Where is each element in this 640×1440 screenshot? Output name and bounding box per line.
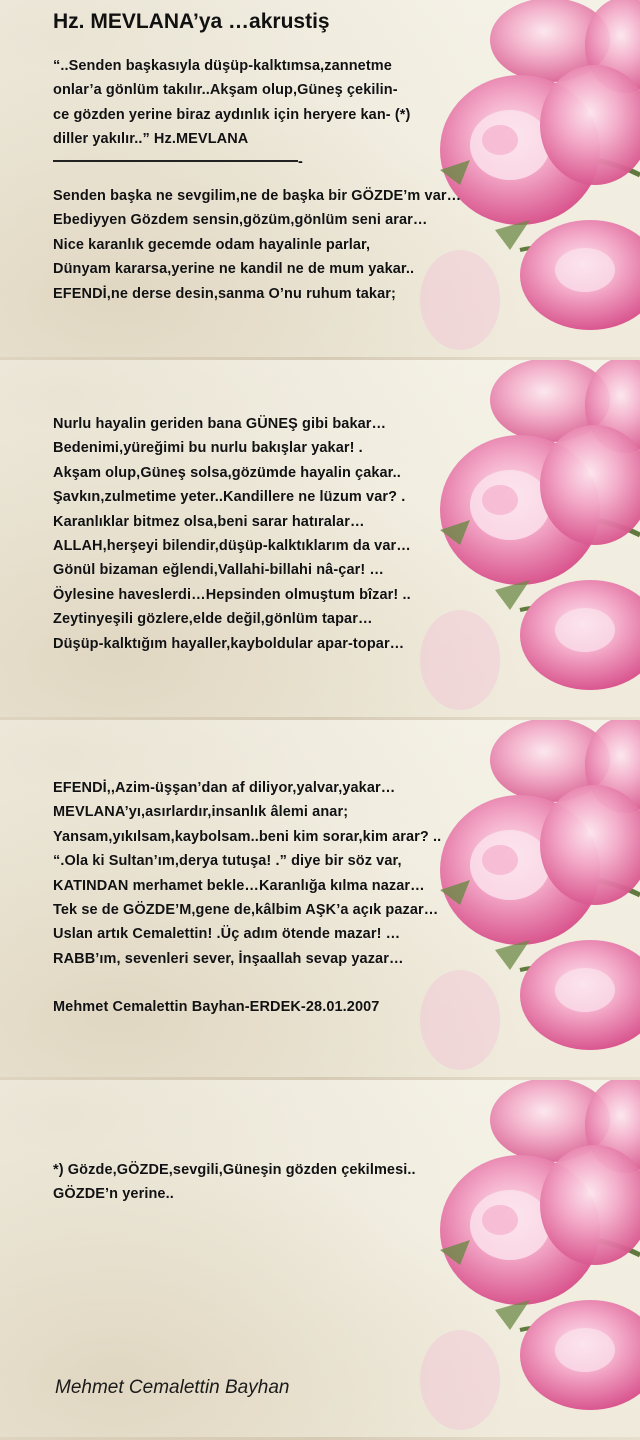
poem-title: Hz. MEVLANA’ya …akrustiş [53, 10, 330, 33]
verse-line: MEVLANA’yı,asırlardır,insanlık âlemi anar; [53, 804, 349, 821]
verse-line: Yansam,yıkılsam,kaybolsam..beni kim sorar,kim arar? .. [53, 828, 442, 845]
verse-line: Nice karanlık gecemde odam hayalinle parlar, [53, 236, 371, 253]
footnote-line: *) Gözde,GÖZDE,sevgili,Güneşin gözden çekilmesi.. [53, 1162, 416, 1178]
verse-line: Şavkın,zulmetime yeter..Kandillere ne lüzum var? . [53, 489, 406, 506]
epigraph-line: ce gözden yerine biraz aydınlık için heryere kan- (*) [53, 106, 411, 123]
verse-line: Dünyam kararsa,yerine ne kandil ne de mum yakar.. [53, 261, 415, 278]
epigraph-line: diller yakılır..” Hz.MEVLANA [53, 131, 249, 148]
verse-line: Nurlu hayalin geriden bana GÜNEŞ gibi bakar… [53, 416, 387, 432]
verse-line: Öylesine haveslerdi…Hepsinden olmuştum bîzar! .. [53, 586, 411, 603]
stanza-1 [53, 184, 633, 306]
verse-line: KATINDAN merhamet bekle…Karanlığa kılma nazar… [53, 877, 425, 894]
verse-line: Bedenimi,yüreğimi bu nurlu bakışlar yakar! . [53, 440, 363, 457]
footnote-line: GÖZDE’n yerine.. [53, 1186, 174, 1203]
verse-line: ALLAH,herşeyi bilendir,düşüp-kalktıklarım da var… [53, 538, 411, 555]
rose-bouquet-image [400, 1080, 640, 1440]
verse-line: Gönül bizaman eğlendi,Vallahi-billahi nâ-çar! … [53, 562, 385, 579]
author-dateline: Mehmet Cemalettin Bayhan-ERDEK-28.01.2007 [53, 999, 380, 1016]
verse-line: Düşüp-kalktığım hayaller,kayboldular apar-topar… [53, 635, 405, 652]
verse-line: Senden başka ne sevgilim,ne de başka bir GÖZDE’m var… [53, 188, 462, 204]
rule-tail: - [298, 153, 303, 170]
separator-rule [53, 152, 633, 176]
verse-line: Akşam olup,Güneş solsa,gözümde hayalin çakar.. [53, 464, 401, 481]
panel-1 [0, 0, 640, 360]
epigraph [53, 54, 633, 176]
stanza-3 [53, 776, 633, 1020]
verse-line: Karanlıklar bitmez olsa,beni sarar hatıralar… [53, 513, 365, 530]
verse-line: Tek se de GÖZDE’M,gene de,kâlbim AŞK’a açık pazar… [53, 902, 439, 919]
verse-line: EFENDİ,ne derse desin,sanma O’nu ruhum takar; [53, 285, 396, 302]
epigraph-line: onlar’a gönlüm takılır..Akşam olup,Güneş çekilin- [53, 82, 398, 99]
panel-2 [0, 360, 640, 720]
panel-4 [0, 1080, 640, 1440]
author-signature: Mehmet Cemalettin Bayhan [55, 1377, 290, 1398]
panel-3 [0, 720, 640, 1080]
verse-line: Zeytinyeşili gözlere,elde değil,gönlüm tapar… [53, 611, 373, 628]
footnote [53, 1158, 633, 1207]
verse-line: EFENDİ,,Azim-üşşan’dan af diliyor,yalvar,yakar… [53, 780, 396, 796]
verse-line: Ebediyyen Gözdem sensin,gözüm,gönlüm seni arar… [53, 212, 428, 229]
stanza-2 [53, 412, 633, 656]
verse-line: Uslan artık Cemalettin! .Üç adım ötende mazar! … [53, 926, 401, 943]
epigraph-line: “..Senden başkasıyla düşüp-kalktımsa,zannetme [53, 58, 392, 74]
verse-line: RABB’ım, sevenleri sever, İnşaallah sevap yazar… [53, 950, 404, 967]
verse-line: “.Ola ki Sultan’ım,derya tutuşa! .” diye bir söz var, [53, 853, 402, 870]
